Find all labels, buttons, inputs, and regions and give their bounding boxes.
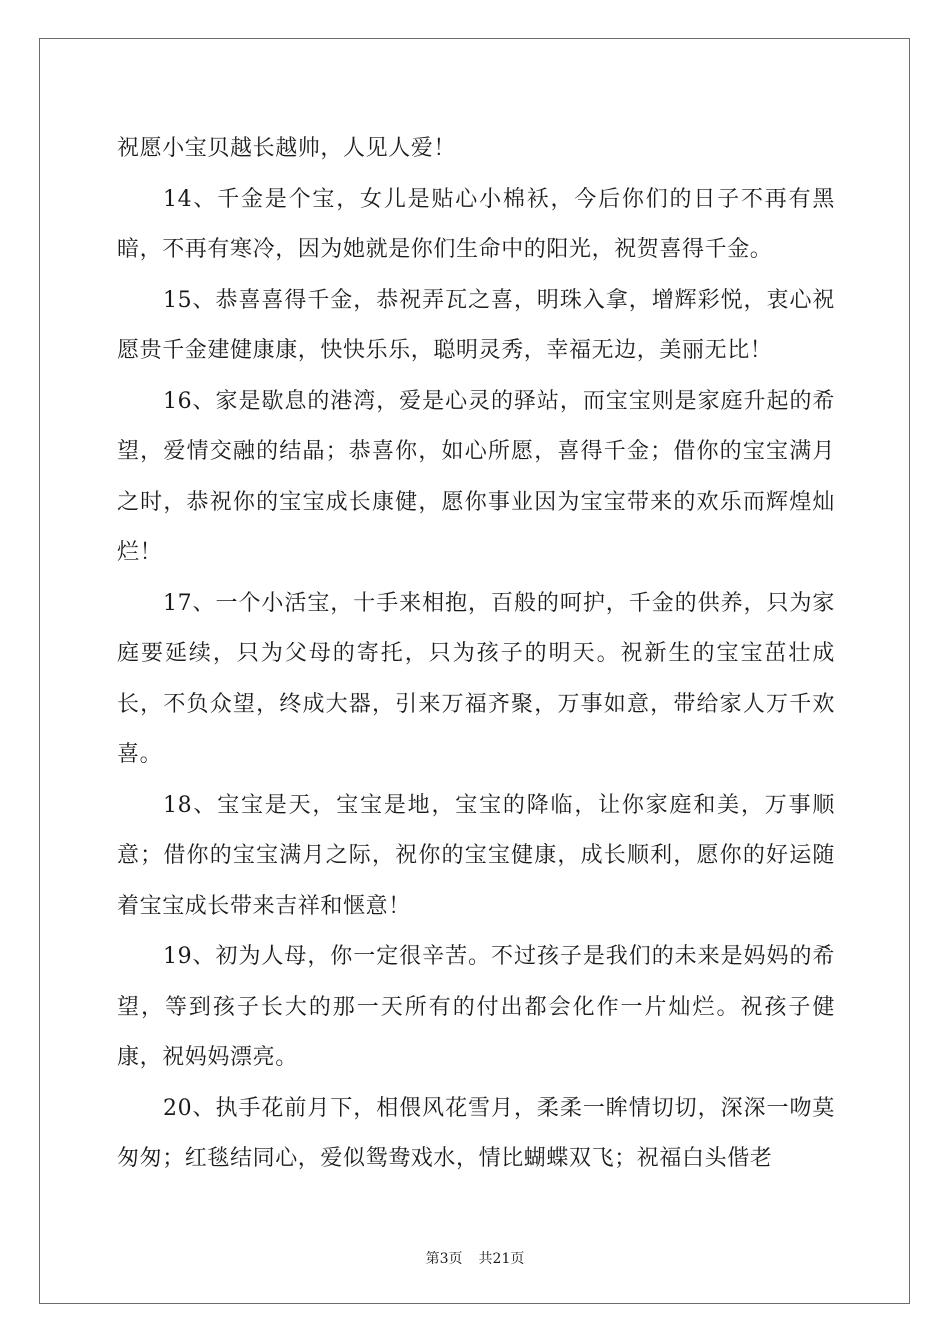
page-total: 共21页 <box>478 1251 525 1267</box>
paragraph: 19、初为人母，你一定很辛苦。不过孩子是我们的未来是妈妈的希望，等到孩子长大的那一天所有的付出都会化作一片灿烂。祝孩子健康，祝妈妈漂亮。 <box>117 944 835 1070</box>
page-footer <box>0 1248 950 1268</box>
paragraph: 18、宝宝是天，宝宝是地，宝宝的降临，让你家庭和美，万事顺意；借你的宝宝满月之际，祝你的宝宝健康，成长顺利，愿你的好运随着宝宝成长带来吉祥和惬意！ <box>117 792 835 919</box>
paragraph: 17、一个小活宝，十手来相抱，百般的呵护，千金的供养，只为家庭要延续，只为父母的寄托，只为孩子的明天。祝新生的宝宝茁壮成长，不负众望，终成大器，引来万福齐聚，万事如意，带给家人万千欢喜。 <box>117 590 835 767</box>
paragraph: 14、千金是个宝，女儿是贴心小棉袄，今后你们的日子不再有黑暗，不再有寒冷，因为她就是你们生命中的阳光，祝贺喜得千金。 <box>117 186 835 262</box>
paragraph: 祝愿小宝贝越长越帅，人见人爱！ <box>117 136 457 161</box>
paragraph: 15、恭喜喜得千金，恭祝弄瓦之喜，明珠入拿，增辉彩悦，衷心祝愿贵千金建健康康，快快乐乐，聪明灵秀，幸福无边，美丽无比！ <box>117 287 835 363</box>
paragraph: 16、家是歇息的港湾，爱是心灵的驿站，而宝宝则是家庭升起的希望，爱情交融的结晶；恭喜你，如心所愿，喜得千金；借你的宝宝满月之时，恭祝你的宝宝成长康健，愿你事业因为宝宝带来的欢乐而辉煌灿烂！ <box>117 388 835 565</box>
page-number: 第3页 <box>425 1251 463 1267</box>
paragraph: 20、执手花前月下，相偎风花雪月，柔柔一眸情切切，深深一吻莫匆匆；红毯结同心，爱似鸳鸯戏水，情比蝴蝶双飞；祝福白头偕老 <box>117 1095 835 1171</box>
document-body <box>117 124 835 1185</box>
